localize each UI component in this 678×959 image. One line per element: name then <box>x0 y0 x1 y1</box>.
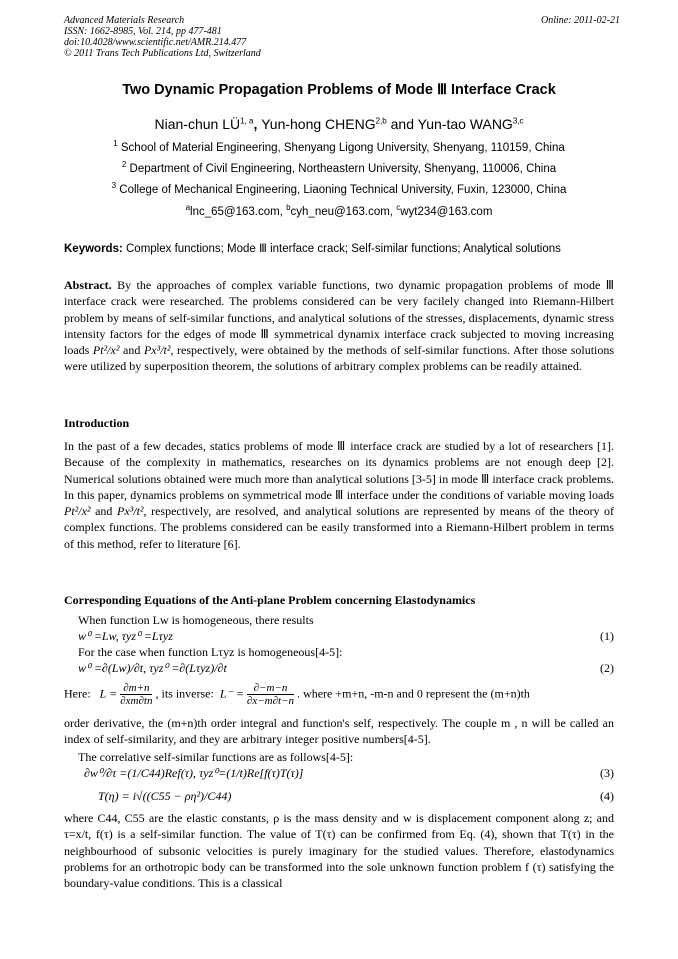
doi-line: doi:10.4028/www.scientific.net/AMR.214.477 <box>64 37 247 48</box>
abstract: Abstract. By the approaches of complex variable functions, two dynamic propagation problems of mode Ⅲ interface crack were researched. The problems considered can be very facilely changed into Riemann-Hilbert problem by means of self-similar functions, and analytical solutions of the stresses, displacements, dynamic stress intensity factors for the edges of mode Ⅲ symmetrical dynamix interface crack subjected to moving increasing loads Pt²/x² and Px³/t², respectively, were obtained by the methods of self-similar functions. After those solutions were utilized by superposition theorem, the solutions of arbitrary complex problems can be readily attained. <box>64 278 615 374</box>
equation-number: (4) <box>600 789 614 803</box>
keywords <box>64 241 624 255</box>
affiliation: $^3$ College of Mechanical Engineering, Liaoning Technical University, Fuxin, 123000, China <box>111 181 567 196</box>
paragraph: order derivative, the (m+n)th order integral and function's self, respectively. The couple m , n will be called an index of self-similarity, and they are arbitrary integer positive numbers[4-5]. <box>64 716 614 747</box>
paragraph: where C44, C55 are the elastic constants, ρ is the mass density and w is displacement component along z; and τ=x/t, f(τ) is a self-similar function. The value of T(τ) can be confirmed from Eq. (4), shown that T(τ) in the neighbourhood of subsonic velocities is purely imaginary for the studied values. Therefore, elastodynamics problems for an orthotropic body can be transformed into the sole unknown function problem f (τ) satisfying the boundary-value conditions. This is a classical <box>64 811 614 891</box>
author-sup: 1, a <box>240 116 254 126</box>
paper-title: Two Dynamic Propagation Problems of Mode Ⅲ Interface Crack <box>122 82 556 98</box>
keywords-label: Keywords: <box>64 243 123 255</box>
equation-number: (2) <box>600 661 614 675</box>
author-line: Nian-chun LÜ$^{1, a}$, Yun-hong CHENG$^{2,b}$ and Yun-tao WANG$^{3,c}$ <box>154 116 524 132</box>
section-heading-equations: Corresponding Equations of the Anti-plane Problem concerning Elastodynamics <box>64 593 476 607</box>
equation-number: (1) <box>600 629 614 643</box>
author-sup: 3,c <box>512 116 524 126</box>
affiliation: $^2$ Department of Civil Engineering, Northeastern University, Shenyang, 110006, China <box>121 160 557 175</box>
fraction: $\frac{\partial m+n}{\partial xm\partial tn}$ <box>120 682 153 707</box>
author-sup: 2,b <box>375 116 387 126</box>
copyright-line: © 2011 Trans Tech Publications Ltd, Switzerland <box>64 48 261 59</box>
email-c[interactable]: wyt234@163.com <box>400 206 493 218</box>
author-name: Yun-tao WANG <box>417 116 513 132</box>
issn-line: ISSN: 1662-8985, Vol. 214, pp 477-481 <box>64 26 222 37</box>
abstract-label: Abstract. <box>64 278 112 292</box>
text-line: When function Lw is homogeneous, there results <box>78 613 314 627</box>
keywords-text: Complex functions; Mode Ⅲ interface crack; Self-similar functions; Analytical solutions <box>126 243 561 255</box>
email-b[interactable]: cyh_neu@163.com <box>290 206 390 218</box>
text-line: The correlative self-similar functions are as follows[4-5]: <box>78 750 354 764</box>
operator-definition: Here: L = $\frac{\partial m+n}{\partial xm\partial tn}$ , its inverse: L⁻ = $\frac{\partial-m-n}{\partial x-m\partial t-n}$ . where +m+n, -m-n and 0 represent the (m+n)th <box>64 682 530 707</box>
equation-3: ∂w⁰/∂τ =(1/C44)Ref(τ), τyz⁰=(1/t)Re[f(τ)T(τ)] (3) <box>84 766 614 780</box>
equation-1: w⁰ =Lw, τyz⁰ =Lτyz (1) <box>78 629 614 643</box>
introduction-paragraph: In the past of a few decades, statics problems of mode Ⅲ interface crack are studied by a lot of researchers [1]. Because of the complexity in mathematics, researches on its dynamics problems are not enough deep [2]. Numerical solutions obtained were much more than analytical solutions [3-5] in mode Ⅲ interface crack problems. In this paper, dynamics problems on symmetrical mode Ⅲ interface under the conditions of variable moving loads Pt²/x² and Px³/t², respectively, are resolved, and analytical solutions are represented by means of the theory of complex functions. The problems considered can be easily transformed into a Riemann-Hilbert problem in terms of this method, refer to literature [6]. <box>64 439 615 551</box>
text-line: For the case when function Lτyz is homogeneous[4-5]: <box>78 645 343 659</box>
equation-number: (3) <box>600 766 614 780</box>
email-a[interactable]: lnc_65@163.com <box>190 206 280 218</box>
email-line: $^a$lnc_65@163.com, $^b$cyh_neu@163.com, $^c$wyt234@163.com <box>185 203 493 218</box>
author-name: Yun-hong CHENG <box>261 116 376 132</box>
author-name: Nian-chun LÜ <box>154 116 241 132</box>
online-date: Online: 2011-02-21 <box>541 15 620 26</box>
equation-2: w⁰ =∂(Lw)/∂t, τyz⁰ =∂(Lτyz)/∂t (2) <box>78 661 614 675</box>
fraction: $\frac{\partial-m-n}{\partial x-m\partial t-n}$ <box>246 682 295 707</box>
running-header <box>64 15 620 59</box>
section-heading-introduction: Introduction <box>64 416 130 430</box>
equation-4: T(η) = i√((C55 − ρη²)/C44) (4) <box>98 789 614 803</box>
affiliation: $^1$ School of Material Engineering, Shenyang Ligong University, Shenyang, 110159, China <box>113 139 565 154</box>
journal-name: Advanced Materials Research <box>64 15 185 26</box>
